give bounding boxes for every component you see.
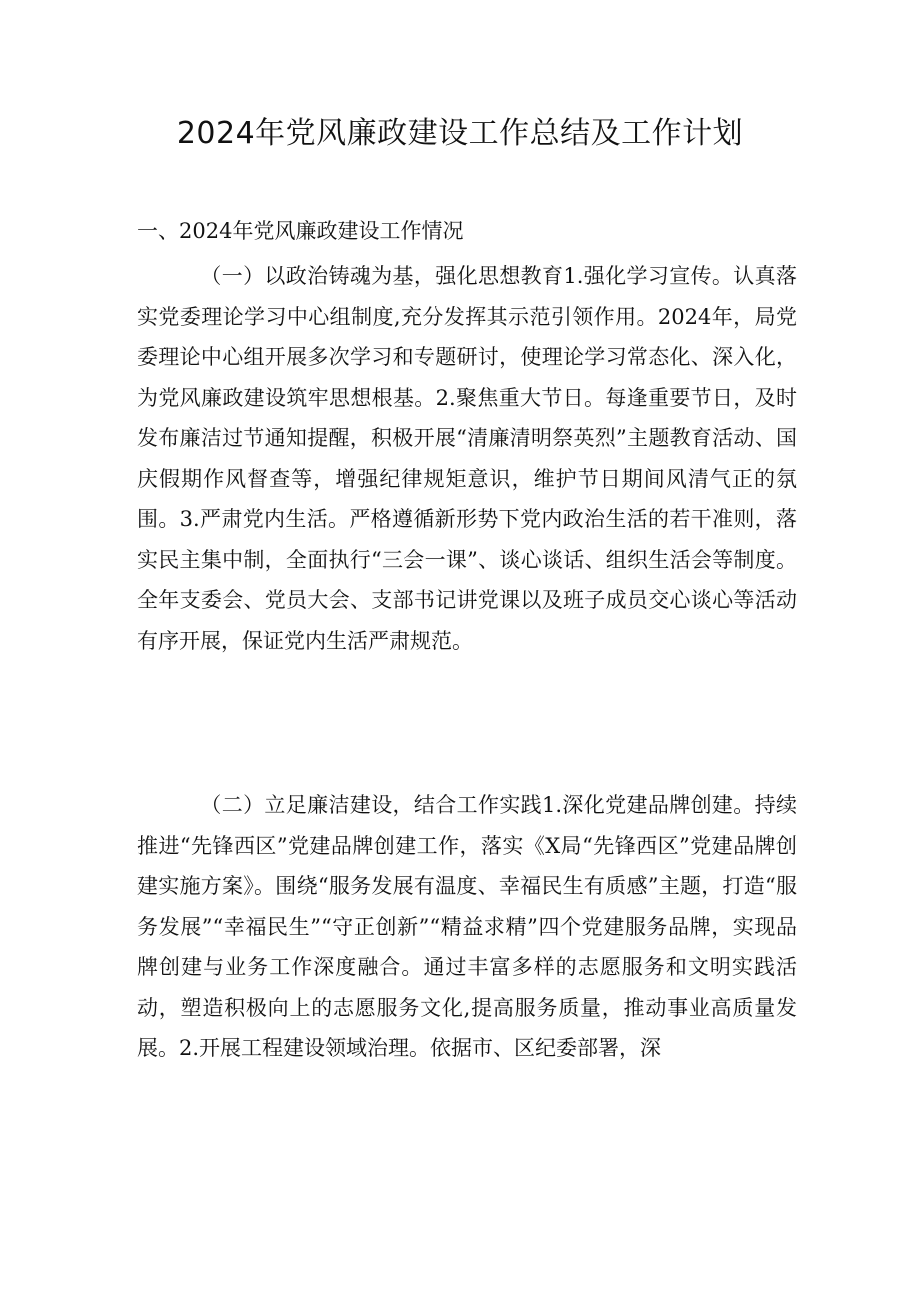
- paragraph-2: [137, 785, 797, 1069]
- section-heading: 一、2024年党风廉政建设工作情况: [137, 219, 464, 243]
- document-title: 2024年党风廉政建设工作总结及工作计划: [176, 116, 744, 151]
- paragraph-1-text: （一）以政治铸魂为基，强化思想教育1.强化学习宣传。认真落实党委理论学习中心组制度,充分发挥其示范引领作用。2024年，局党委理论中心组开展多次学习和专题研讨，使理论学习常态化、深入化，为党风廉政建设筑牢思想根基。2.聚焦重大节日。每逢重要节日，及时发布廉洁过节通知提醒，积极开展“清廉清明祭英烈”主题教育活动、国庆假期作风督查等，增强纪律规矩意识，维护节日期间风清气正的氛围。3.严肃党内生活。严格遵循新形势下党内政治生活的若干准则，落实民主集中制，全面执行“三会一课”、谈心谈话、组织生活会等制度。全年支委会、党员大会、支部书记讲党课以及班子成员交心谈心等活动有序开展，保证党内生活严肃规范。: [137, 264, 797, 653]
- paragraph-1: [137, 256, 797, 661]
- paragraph-2-text: （二）立足廉洁建设，结合工作实践1.深化党建品牌创建。持续推进“先锋西区”党建品牌创建工作，落实《X局“先锋西区”党建品牌创建实施方案》。围绕“服务发展有温度、幸福民生有质感”主题，打造“服务发展”“幸福民生”“守正创新”“精益求精”四个党建服务品牌，实现品牌创建与业务工作深度融合。通过丰富多样的志愿服务和文明实践活动，塑造积极向上的志愿服务文化,提高服务质量，推动事业高质量发展。2.开展工程建设领域治理。依据市、区纪委部署，深: [137, 793, 797, 1060]
